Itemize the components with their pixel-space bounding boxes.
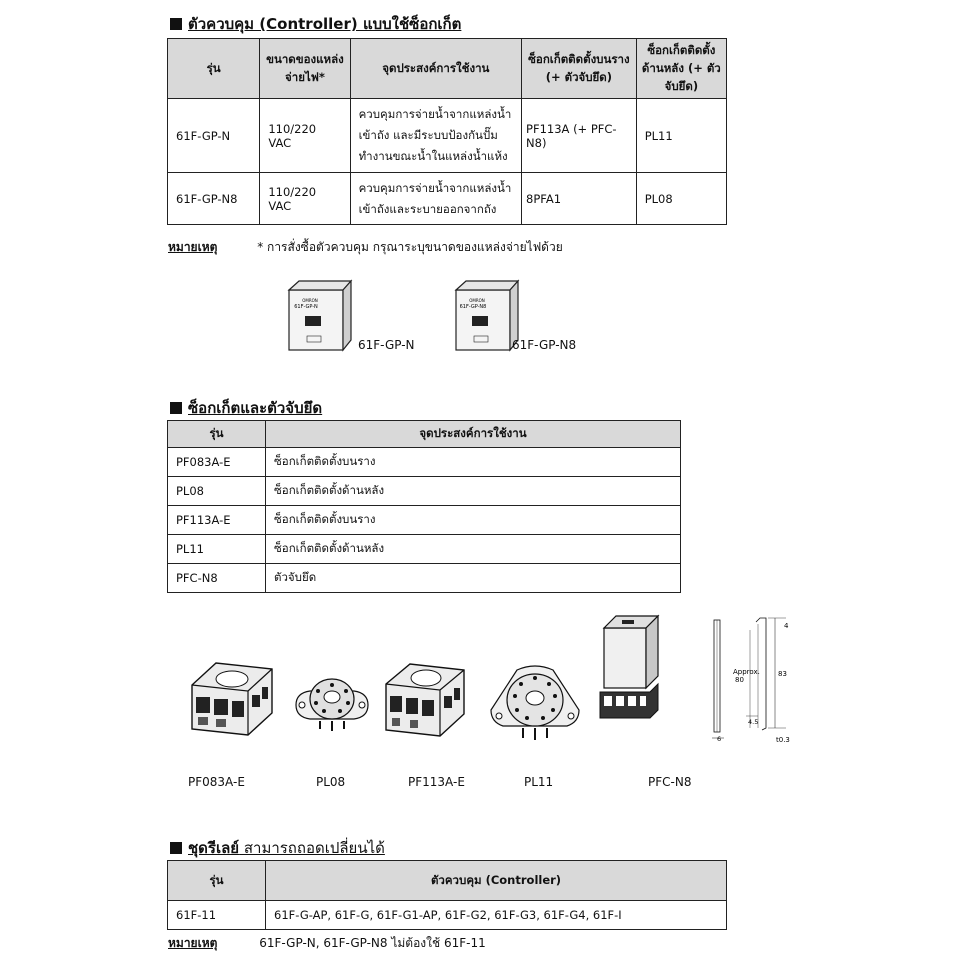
table-row <box>168 564 681 593</box>
section2-title-text: ซ็อกเก็ตและตัวจับยึด <box>188 399 323 417</box>
cell-purpose: ซ็อกเก็ตติดตั้งบนราง <box>266 448 681 477</box>
socket-pf083a-e-image <box>186 655 278 740</box>
controller-table <box>167 38 727 225</box>
section3-title <box>170 836 385 860</box>
cell-rail: 8PFA1 <box>522 173 637 225</box>
table-row <box>168 477 681 506</box>
cell-model: PFC-N8 <box>168 564 266 593</box>
label-top: 4 <box>784 622 789 630</box>
cell-model: PF083A-E <box>168 448 266 477</box>
cell-model: 61F-GP-N8 <box>168 173 260 225</box>
section1-title <box>170 12 461 36</box>
note-label: หมายเหตุ <box>168 240 218 254</box>
cell-controllers: 61F-G-AP, 61F-G, 61F-G1-AP, 61F-G2, 61F-G3, 61F-G4, 61F-I <box>266 901 727 930</box>
label-approx-val: 80 <box>735 676 744 684</box>
socket-pl08-image <box>292 665 372 735</box>
cell-model: 61F-11 <box>168 901 266 930</box>
caption-61f-gp-n8: 61F-GP-N8 <box>512 338 577 352</box>
table-row <box>168 99 727 173</box>
th-rail-socket: ซ็อกเก็ตติดตั้งบนราง (+ ตัวจับยึด) <box>522 39 637 99</box>
cell-rail: PF113A (+ PFC-N8) <box>522 99 637 173</box>
table-row <box>168 506 681 535</box>
cell-model: 61F-GP-N <box>168 99 260 173</box>
caption-pfc-n8: PFC-N8 <box>648 775 692 789</box>
th-purpose: จุดประสงค์การใช้งาน <box>350 39 521 99</box>
caption-61f-gp-n: 61F-GP-N <box>358 338 415 352</box>
section3-note <box>168 934 486 953</box>
device-model-label: 61F-GP-N8 <box>459 304 487 310</box>
caption-pf113a-e: PF113A-E <box>408 775 465 789</box>
square-bullet-icon <box>170 402 182 414</box>
cell-purpose: ซ็อกเก็ตติดตั้งด้านหลัง <box>266 535 681 564</box>
section1-title-text: ตัวควบคุม (Controller) แบบใช้ซ็อกเก็ต <box>188 15 462 33</box>
table-row <box>168 535 681 564</box>
section3-title-text: ชุดรีเลย์ <box>188 839 240 857</box>
cell-purpose: ซ็อกเก็ตติดตั้งบนราง <box>266 506 681 535</box>
cell-model: PL08 <box>168 477 266 506</box>
device-brand-label: OMRON <box>302 298 318 303</box>
relay-table <box>167 860 727 930</box>
cell-model: PL11 <box>168 535 266 564</box>
device-model-label: 61F-GP-N <box>294 304 318 310</box>
section1-note <box>168 238 563 257</box>
square-bullet-icon <box>170 18 182 30</box>
cell-model: PF113A-E <box>168 506 266 535</box>
label-approx: Approx. <box>733 668 760 676</box>
note-text: * การสั่งซื้อตัวควบคุม กรุณาระบุขนาดของแหล่งจ่ายไฟด้วย <box>257 240 563 254</box>
th-model: รุ่น <box>168 39 260 99</box>
note-label: หมายเหตุ <box>168 936 218 950</box>
cell-supply: 110/220 VAC <box>260 173 350 225</box>
square-bullet-icon <box>170 842 182 854</box>
cell-back: PL11 <box>636 99 726 173</box>
cell-purpose: ควบคุมการจ่ายน้ำจากแหล่งน้ำเข้าถังและระบายออกจากถัง <box>350 173 521 225</box>
cell-supply: 110/220 VAC <box>260 99 350 173</box>
label-width: 6 <box>717 735 722 743</box>
table-row <box>168 173 727 225</box>
cell-back: PL08 <box>636 173 726 225</box>
cell-purpose: ควบคุมการจ่ายน้ำจากแหล่งน้ำเข้าถัง และมีระบบป้องกันปั๊มทำงานขณะน้ำในแหล่งน้ำแห้ง <box>350 99 521 173</box>
section2-title <box>170 396 322 420</box>
table-row <box>168 901 727 930</box>
socket-pf113a-e-image <box>382 658 468 740</box>
caption-pf083a-e: PF083A-E <box>188 775 245 789</box>
th-controller: ตัวควบคุม (Controller) <box>266 861 727 901</box>
pfc-n8-dimension-drawing <box>700 610 810 750</box>
caption-pl08: PL08 <box>316 775 346 789</box>
socket-pl11-image <box>487 660 583 742</box>
th-model: รุ่น <box>168 861 266 901</box>
controller-61f-gp-n-image <box>285 278 355 353</box>
th-purpose: จุดประสงค์การใช้งาน <box>266 421 681 448</box>
th-back-socket: ซ็อกเก็ตติดตั้งด้านหลัง (+ ตัวจับยึด) <box>636 39 726 99</box>
holder-pfc-n8-image <box>598 612 662 724</box>
caption-pl11: PL11 <box>524 775 554 789</box>
section3-title-suffix: สามารถถอดเปลี่ยนได้ <box>239 839 385 857</box>
table-row <box>168 448 681 477</box>
device-brand-label: OMRON <box>469 298 485 303</box>
th-supply: ขนาดของแหล่งจ่ายไฟ* <box>260 39 350 99</box>
note-text: 61F-GP-N, 61F-GP-N8 ไม่ต้องใช้ 61F-11 <box>259 936 486 950</box>
cell-purpose: ซ็อกเก็ตติดตั้งด้านหลัง <box>266 477 681 506</box>
label-thickness: t0.3 <box>776 736 790 744</box>
label-height: 83 <box>778 670 787 678</box>
cell-purpose: ตัวจับยึด <box>266 564 681 593</box>
socket-table <box>167 420 681 593</box>
th-model: รุ่น <box>168 421 266 448</box>
label-small: 4.5 <box>748 718 759 726</box>
